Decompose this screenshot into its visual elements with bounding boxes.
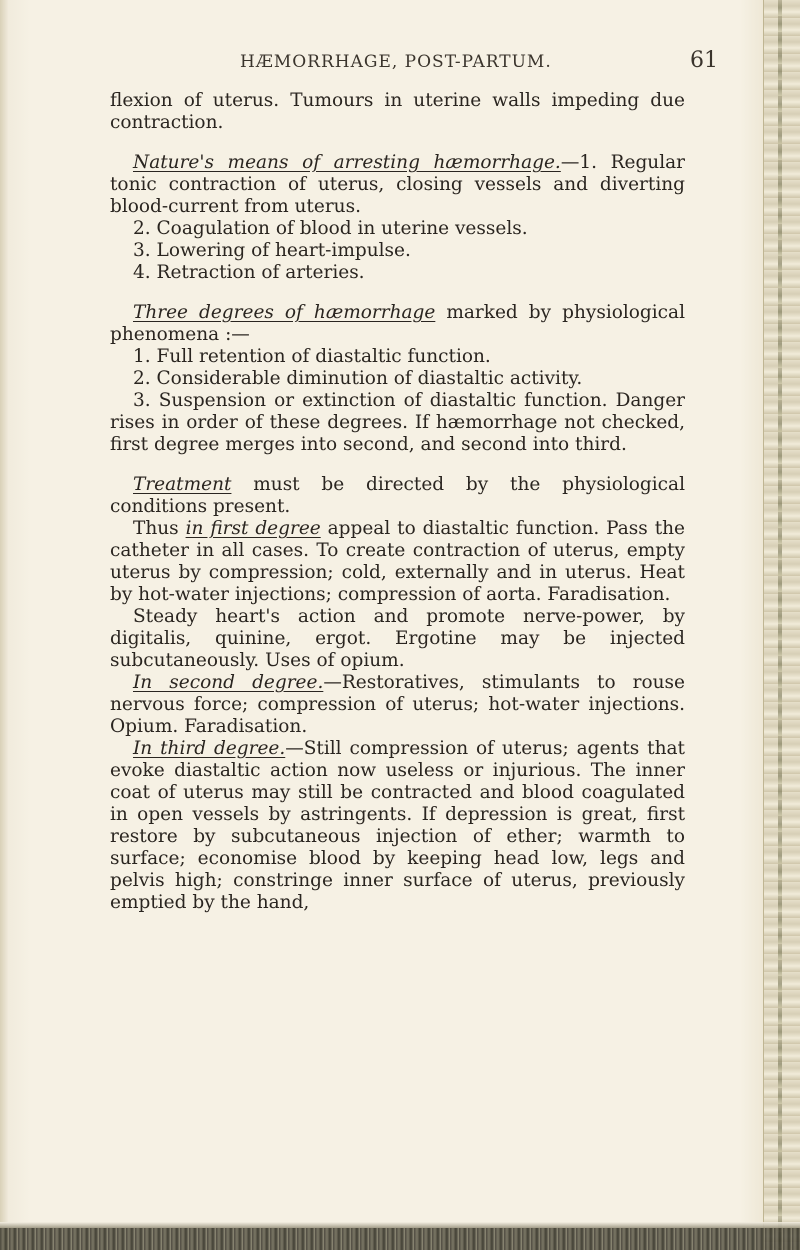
first-degree-prefix: Thus [133, 518, 186, 539]
second-degree-text: —Restoratives, stimulants to rouse nervous force; compression of uterus; hot-water injections. Opium. Faradisation. [110, 672, 685, 737]
first-degree-paragraph-2: Steady heart's action and promote nerve-power, by digitalis, quinine, ergot. Ergotine may be injected subcutaneously. Uses of opium. [110, 606, 685, 671]
second-degree-paragraph [110, 672, 685, 738]
natures-means-item-4: 4. Retraction of arteries. [133, 262, 365, 283]
book-bottom-edge [0, 1228, 800, 1250]
treatment-heading: Treatment [133, 474, 232, 495]
degree-item-3: 3. Suspension or extinction of diastaltic function. Danger rises in order of these degrees. If hæmorrhage not checked, first degree merges into second, and second into third. [110, 390, 685, 455]
page-number: 61 [690, 48, 718, 73]
treatment-paragraph [110, 474, 685, 518]
natures-means-item-1 [110, 152, 685, 218]
natures-means-item-2: 2. Coagulation of blood in uterine vessels. [133, 218, 528, 239]
second-degree-heading: In second degree. [133, 672, 324, 693]
running-head: HÆMORRHAGE, POST-PARTUM. [240, 52, 552, 72]
body-text [110, 90, 685, 914]
third-degree-heading: In third degree. [133, 738, 286, 759]
first-degree-heading: in first degree [185, 518, 321, 539]
first-degree-text: appeal to diastaltic function. Pass the catheter in all cases. To create contraction of uterus, empty uterus by compression; cold, externally and in uterus. Heat by hot-water injections; compression of aorta. Faradisation. [110, 518, 685, 605]
first-degree-paragraph [110, 518, 685, 606]
third-degree-text: —Still compression of uterus; agents that evoke diastaltic action now useless or injurious. The inner coat of uterus may still be contracted and blood coagulated in open vessels by astringents. If depression is great, first restore by subcutaneous injection of ether; warmth to surface; economise blood by keeping head low, legs and pelvis high; constringe inner surface of uterus, previously emptied by the hand, [110, 738, 685, 913]
book-fore-edge [763, 0, 800, 1250]
natures-means-text-1: —1. Regular tonic contraction of uterus, closing vessels and diverting blood-current from uterus. [110, 152, 685, 217]
degrees-intro-text: marked by physiological phenomena :— [110, 302, 685, 345]
natures-means-heading: Nature's means of arresting hæmorrhage. [133, 152, 561, 173]
degrees-heading: Three degrees of hæmorrhage [133, 302, 436, 323]
degrees-intro [110, 302, 685, 346]
page-left-edge [0, 0, 8, 1250]
third-degree-paragraph [110, 738, 685, 914]
natures-means-item-3: 3. Lowering of heart-impulse. [133, 240, 411, 261]
paragraph-flexion: flexion of uterus. Tumours in uterine walls impeding due contraction. [110, 90, 685, 133]
treatment-text: must be directed by the physiological conditions present. [110, 474, 685, 517]
degree-item-1: 1. Full retention of diastaltic function. [133, 346, 491, 367]
degree-item-2: 2. Considerable diminution of diastaltic activity. [133, 368, 583, 389]
